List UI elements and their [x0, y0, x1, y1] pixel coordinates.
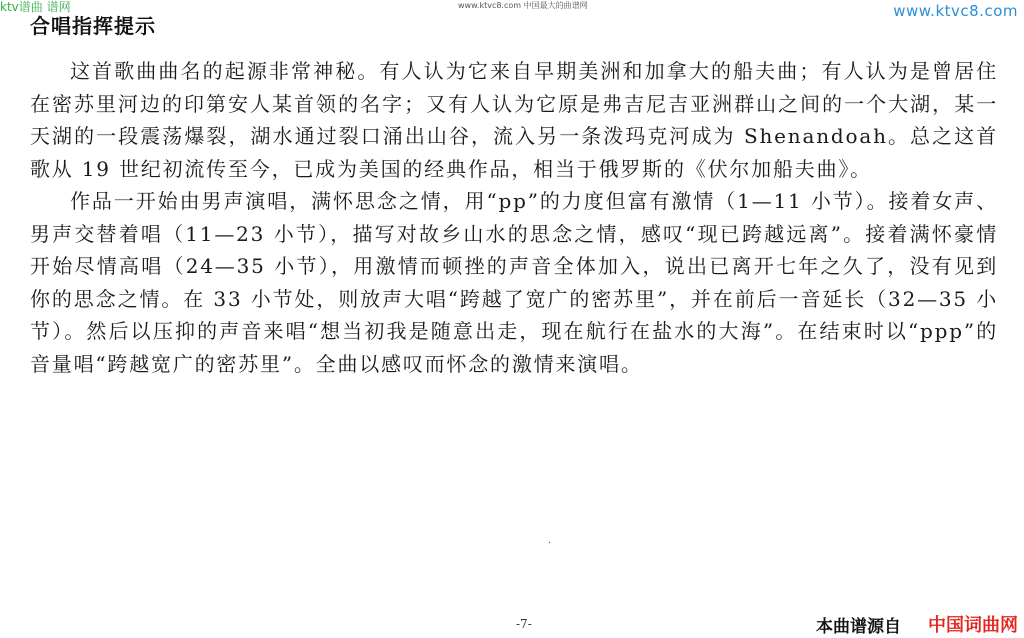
paragraph-performance: 作品一开始由男声演唱，满怀思念之情，用“pp”的力度但富有激情（1—11 小节）。接着女声、男声交替着唱（11—23 小节），描写对故乡山水的思念之情，感叹“现已跨越远离”。接着满怀豪情开始尽情高唱（24—35 小节），用激情而顿挫的声音全体加入，说出已离开七年之久了，没有见到你的思念之情。在 33 小节处，则放声大唱“跨越了宽广的密苏里”，并在前后一音延长（32—35 小节）。然后以压抑的声音来唱“想当初我是随意出走，现在航行在盐水的大海”。在结束时以“ppp”的音量唱“跨越宽广的密苏里”。全曲以感叹而怀念的激情来演唱。 [30, 189, 998, 376]
page-number: -7- [516, 617, 532, 631]
body-text [30, 55, 998, 380]
footer-source-label: 本曲谱源自 [816, 617, 901, 637]
section-heading: 合唱指挥提示 [30, 14, 156, 38]
watermark-top-right: www.ktvc8.com [893, 2, 1018, 20]
stray-mark: · [548, 538, 552, 549]
watermark-top-left: ktv谱曲 谱网 [0, 0, 71, 14]
footer-site-name: 中国词曲网 [928, 615, 1018, 636]
paragraph-origin: 这首歌曲曲名的起源非常神秘。有人认为它来自早期美洲和加拿大的船夫曲；有人认为是曾居住在密苏里河边的印第安人某首领的名字；又有人认为它原是弗吉尼吉亚洲群山之间的一个大湖，某一天湖的一段震荡爆裂，湖水通过裂口涌出山谷，流入另一条泼玛克河成为 Shenandoah。总之这首歌从 19 世纪初流传至今，已成为美国的经典作品，相当于俄罗斯的《伏尔加船夫曲》。 [30, 59, 998, 181]
watermark-top-center: www.ktvc8.com 中国最大的曲谱网 [458, 1, 588, 10]
